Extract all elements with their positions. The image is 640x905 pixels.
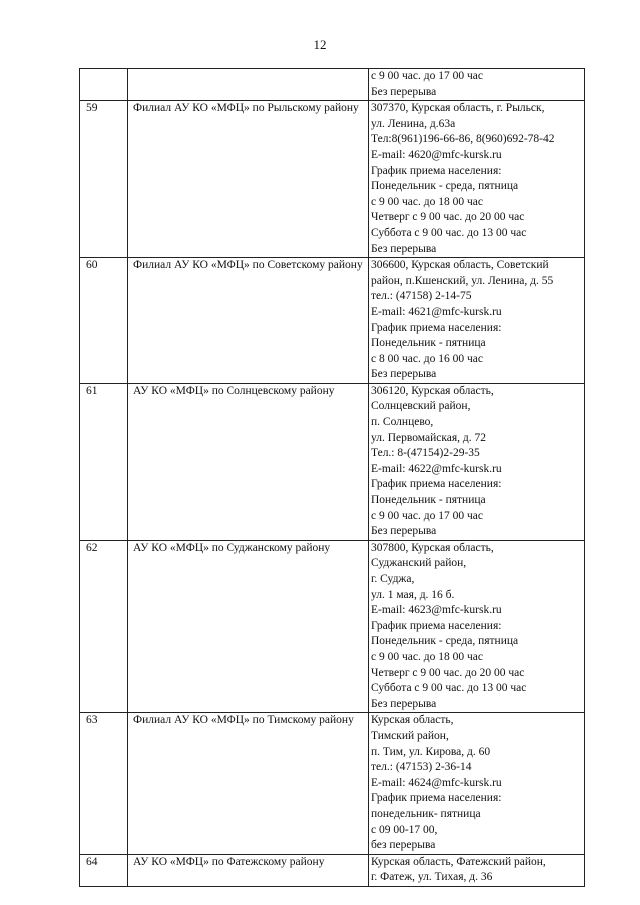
contact-info-cell bbox=[369, 854, 585, 886]
contact-info-cell bbox=[369, 101, 585, 258]
row-number-cell: 63 bbox=[80, 713, 128, 854]
contact-info-cell bbox=[369, 540, 585, 713]
contact-info-line: г. Суджа, bbox=[371, 573, 415, 585]
contact-info-line: E-mail: 4623@mfc-kursk.ru bbox=[371, 604, 502, 617]
branch-name-cell: Филиал АУ КО «МФЦ» по Рыльскому району bbox=[128, 101, 369, 258]
contact-info-line: 306600, Курская область, Советский bbox=[371, 259, 549, 272]
contact-info-line: ул. Ленина, д.63а bbox=[371, 117, 456, 130]
row-number-cell: 59 bbox=[80, 101, 128, 258]
branch-name-cell: АУ КО «МФЦ» по Фатежскому району bbox=[128, 854, 369, 886]
table-row bbox=[80, 854, 585, 886]
branch-name-cell: АУ КО «МФЦ» по Суджанскому району bbox=[128, 540, 369, 713]
contact-info-line: Без перерыва bbox=[371, 85, 437, 98]
row-number-cell bbox=[80, 69, 128, 101]
contact-info-line: ул. 1 мая, д. 16 б. bbox=[371, 588, 455, 601]
contact-info-line: Курская область, Фатежский район, bbox=[371, 855, 546, 868]
contact-info-cell bbox=[369, 383, 585, 540]
table-row bbox=[80, 713, 585, 854]
contact-info-line: г. Фатеж, ул. Тихая, д. 36 bbox=[371, 871, 493, 884]
contact-info-line: График приема населения: bbox=[371, 619, 502, 632]
contact-info-line: с 8 00 час. до 16 00 час bbox=[371, 352, 483, 365]
contact-info-line: ул. Первомайская, д. 72 bbox=[371, 431, 486, 444]
contact-info-line: с 9 00 час. до 18 00 час bbox=[371, 650, 483, 663]
row-number-cell: 64 bbox=[80, 854, 128, 886]
contact-info-line: тел.: (47153) 2-36-14 bbox=[371, 761, 472, 774]
contact-info-line: График приема населения: bbox=[371, 321, 502, 334]
contact-info-cell bbox=[369, 713, 585, 854]
contact-info-line: без перерыва bbox=[371, 839, 436, 852]
contact-info-line: E-mail: 4620@mfc-kursk.ru bbox=[371, 148, 502, 161]
contact-info-line: График приема населения: bbox=[371, 164, 502, 177]
contact-info-line: п. Солнцево, bbox=[371, 416, 434, 429]
contact-info-line: Четверг с 9 00 час. до 20 00 час bbox=[371, 666, 525, 679]
page-number: 12 bbox=[313, 37, 327, 52]
branch-name-cell: Филиал АУ КО «МФЦ» по Тимскому району bbox=[128, 713, 369, 854]
contact-info-line: 307370, Курская область, г. Рыльск, bbox=[371, 102, 545, 115]
contact-info-line: Без перерыва bbox=[371, 525, 437, 538]
contact-info-line: Суджанский район, bbox=[371, 557, 467, 570]
contact-info-line: 307800, Курская область, bbox=[371, 541, 494, 554]
contact-info-line: График приема населения: bbox=[371, 792, 502, 805]
contact-info-line: с 9 00 час. до 17 00 час bbox=[371, 70, 483, 82]
contact-info-line: с 9 00 час. до 18 00 час bbox=[371, 195, 483, 208]
contact-info-cell bbox=[369, 69, 585, 101]
contact-info-line: тел.: (47158) 2-14-75 bbox=[371, 290, 472, 303]
contact-info-line: Тимский район, bbox=[371, 729, 449, 742]
contact-info-line: Понедельник - пятница bbox=[371, 337, 486, 350]
contact-info-line: Солнцевский район, bbox=[371, 400, 471, 413]
contact-info-line: Курская область, bbox=[371, 714, 454, 727]
row-number-cell: 60 bbox=[80, 258, 128, 384]
contact-info-line: район, п.Кшенский, ул. Ленина, д. 55 bbox=[371, 274, 554, 287]
contact-info-line: Понедельник - среда, пятница bbox=[371, 180, 519, 193]
contact-info-line: E-mail: 4621@mfc-kursk.ru bbox=[371, 305, 502, 318]
contact-info-line: E-mail: 4624@mfc-kursk.ru bbox=[371, 776, 502, 789]
contact-info-line: Без перерыва bbox=[371, 242, 437, 255]
contact-info-line: Понедельник - среда, пятница bbox=[371, 635, 519, 648]
contact-info-line: Суббота с 9 00 час. до 13 00 час bbox=[371, 682, 527, 695]
contact-info-line: Без перерыва bbox=[371, 368, 437, 381]
contact-info-line: с 9 00 час. до 17 00 час bbox=[371, 509, 483, 522]
branch-name-cell: Филиал АУ КО «МФЦ» по Советскому району bbox=[128, 258, 369, 384]
table-body bbox=[80, 69, 585, 887]
contact-info-line: График приема населения: bbox=[371, 478, 502, 491]
contact-info-line: Без перерыва bbox=[371, 697, 437, 710]
branch-name-cell: АУ КО «МФЦ» по Солнцевскому району bbox=[128, 383, 369, 540]
table-row bbox=[80, 69, 585, 101]
contact-info-line: Тел.: 8-(47154)2-29-35 bbox=[371, 447, 480, 460]
contact-info-line: E-mail: 4622@mfc-kursk.ru bbox=[371, 462, 502, 475]
mfc-branches-table bbox=[79, 68, 585, 887]
table-row bbox=[80, 101, 585, 258]
table-row bbox=[80, 258, 585, 384]
contact-info-line: Понедельник - пятница bbox=[371, 494, 486, 507]
contact-info-line: Тел:8(961)196-66-86, 8(960)692-78-42 bbox=[371, 133, 555, 146]
contact-info-line: Четверг с 9 00 час. до 20 00 час bbox=[371, 211, 525, 224]
contact-info-line: 306120, Курская область, bbox=[371, 384, 494, 397]
contact-info-cell bbox=[369, 258, 585, 384]
row-number-cell: 62 bbox=[80, 540, 128, 713]
contact-info-line: п. Тим, ул. Кирова, д. 60 bbox=[371, 745, 491, 758]
branch-name-cell bbox=[128, 69, 369, 101]
row-number-cell: 61 bbox=[80, 383, 128, 540]
table-row bbox=[80, 383, 585, 540]
contact-info-line: с 09 00-17 00, bbox=[371, 823, 438, 836]
table-row bbox=[80, 540, 585, 713]
contact-info-line: понедельник- пятница bbox=[371, 807, 481, 820]
contact-info-line: Суббота с 9 00 час. до 13 00 час bbox=[371, 226, 527, 239]
